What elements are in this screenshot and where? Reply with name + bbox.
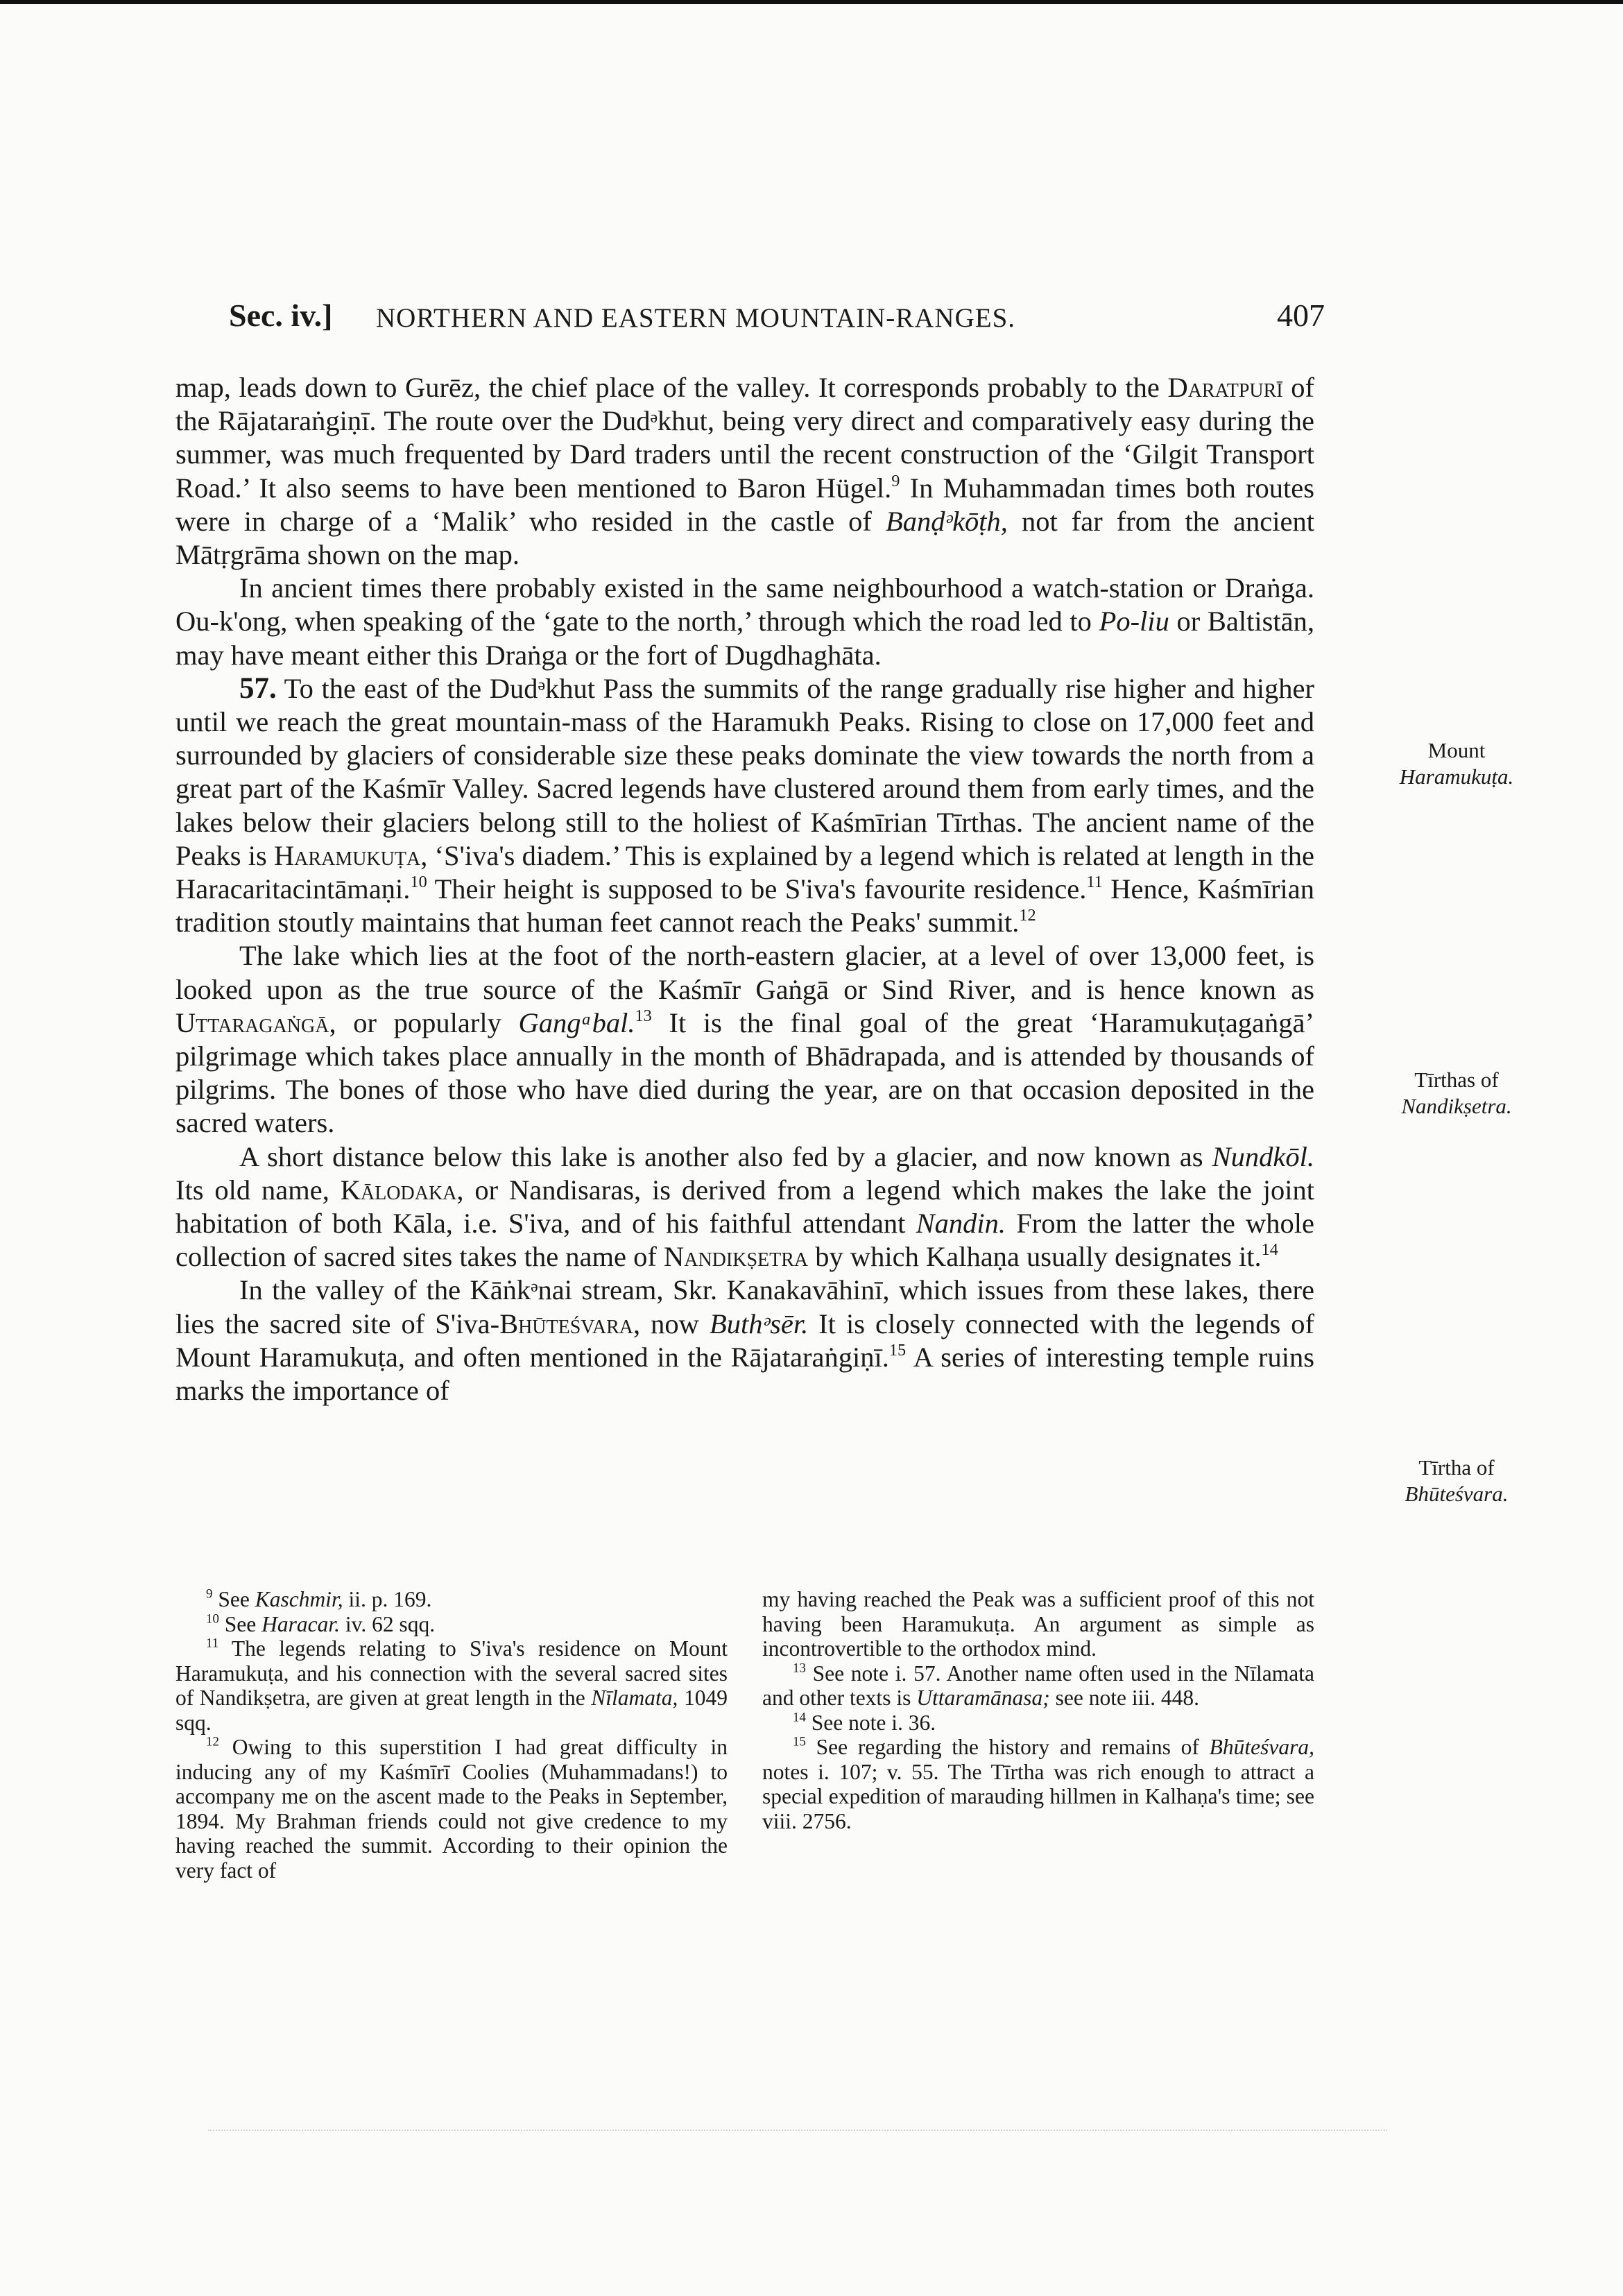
- main-text: [175, 371, 1314, 1407]
- top-border-rule: [0, 0, 1623, 4]
- footnote-14: $^{14}$ See note i. 36.: [793, 1710, 936, 1735]
- paragraph-1: map, leads down to Gurēz, the chief place of the valley. It corresponds probably to the Daratpurī of the Rājataraṅgiṇī. The route over the Dudᵊkhut, being very direct and comparatively easy during the summer, was much frequented by Dard traders until the recent construction of the ‘Gilgit Transport Road.’ It also seems to have been mentioned to Baron Hügel.$^9$ In Muhammadan times both routes were in charge of a ‘Malik’ who resided in the castle of Banḍᵊkōṭh, not far from the ancient Mātṛgrāma shown on the map.: [175, 372, 1315, 571]
- paragraph-5: A short distance below this lake is another also fed by a glacier, and now known as Nundkōl. Its old name, Kālodaka, or Nandisaras, is derived from a legend which makes the lake the joint habitation of both Kāla, i.e. S'iva, and of his faithful attendant Nandin. From the latter the whole collection of sacred sites takes the name of Nandikṣetra by which Kalhaṇa usually designates it.$^{14}$: [175, 1140, 1315, 1273]
- footnote-ref: 12: [1019, 906, 1036, 925]
- paragraph-2: In ancient times there probably existed in the same neighbourhood a watch-station or Draṅga. Ou-k'ong, when speaking of the ‘gate to the north,’ through which the road led to Po-liu or Baltistān, may have meant either this Draṅga or the fort of Dugdhaghāta.: [175, 572, 1314, 671]
- margin-note-bhutesvara: Tīrtha of Bhūteśvara.: [1405, 1455, 1509, 1506]
- paragraph-6: In the valley of the Kāṅkᵊnai stream, Skr. Kanakavāhinī, which issues from these lakes, there lies the sacred site of S'iva-Bhūteśvara, now Buthᵊsēr. It is closely connected with the legends of Mount Haramukuṭa, and often mentioned in the Rājataraṅgiṇī.$^{15}$ A series of interesting temple ruins marks the importance of: [175, 1274, 1315, 1407]
- footnote-ref: 14: [1261, 1240, 1278, 1260]
- footnote-12: $^{12}$ Owing to this superstition I had great difficulty in inducing any of my Kaśmīrī Coolies (Muhammadans!) to accompany me on the ascent made to the Peaks in September, 1894. My Brahman friends could not give credence to my having reached the summit. According to their opinion the very fact of: [175, 1734, 728, 1883]
- margin-note-haramukuta: Mount Haramukuṭa.: [1399, 738, 1514, 789]
- footnote-ref: 11: [1086, 873, 1103, 892]
- footnote-12-continued: my having reached the Peak was a sufficient proof of this not having been Haramukuṭa. An argument as simple as incontrovertible to the orthodox mind.: [762, 1587, 1314, 1661]
- footnote-11: $^{11}$ The legends relating to S'iva's residence on Mount Haramukuṭa, and his connection with the several sacred sites of Nandikṣetra, are given at great length in the Nīlamata, 1049 sqq.: [175, 1636, 728, 1735]
- page-edge-dots: [208, 2130, 1387, 2131]
- footnote-15: $^{15}$ See regarding the history and remains of Bhūteśvara, notes i. 107; v. 55. The Tīrtha was rich enough to attract a special expedition of marauding hillmen in Kalhaṇa's time; see viii. 2756.: [762, 1734, 1314, 1833]
- footnote-ref: 13: [635, 1006, 652, 1026]
- footnote-ref: 10: [410, 873, 427, 892]
- footnote-10: $^{10}$ See Haracar. iv. 62 sqq.: [206, 1611, 436, 1636]
- footnote-ref: 9: [891, 471, 900, 490]
- margin-note-nandiksetra: Tīrthas of Nandikṣetra.: [1401, 1068, 1512, 1118]
- running-header: [229, 293, 1325, 341]
- running-title: NORTHERN AND EASTERN MOUNTAIN-RANGES.: [376, 303, 1016, 333]
- section-label: Sec. iv.]: [229, 298, 333, 333]
- footnote-13: $^{13}$ See note i. 57. Another name often used in the Nīlamata and other texts is Uttaramānasa; see note iii. 448.: [762, 1661, 1314, 1710]
- footnote-ref: 15: [888, 1341, 907, 1360]
- paragraph-4: The lake which lies at the foot of the north-eastern glacier, at a level of over 13,000 feet, is looked upon as the true source of the Kaśmīr Gaṅgā or Sind River, and is hence known as Uttaragaṅgā, or popularly Gangᵃbal.$^{13}$ It is the final goal of the great ‘Haramukuṭagaṅgā’ pilgrimage which takes place annually in the month of Bhādrapada, and is attended by thousands of pilgrims. The bones of those who have died during the year, are on that occasion deposited in the sacred waters.: [175, 940, 1314, 1139]
- section-number: 57.: [239, 671, 277, 705]
- page-number: 407: [1277, 298, 1325, 333]
- footnote-column-left: [175, 1587, 728, 1883]
- paragraph-3: 57. To the east of the Dudᵊkhut Pass the summits of the range gradually rise higher and higher until we reach the great mountain-mass of the Haramukh Peaks. Rising to close on 17,000 feet and surrounded by glaciers of considerable size these peaks dominate the view towards the north from a great part of the Kaśmīr Valley. Sacred legends have clustered around them from early times, and the lakes below their glaciers belong still to the holiest of Kaśmīrian Tīrthas. The ancient name of the Peaks is Haramukuṭa, ‘S'iva's diadem.’ This is explained by a legend which is related at length in the Haracaritacintāmaṇi.$^{10}$ Their height is supposed to be S'iva's favourite residence.$^{11}$ Hence, Kaśmīrian tradition stoutly maintains that human feet cannot reach the Peaks' summit.$^{12}$: [175, 671, 1314, 939]
- footnote-column-right: [762, 1587, 1314, 1833]
- footnote-9: $^9$ See Kaschmir, ii. p. 169.: [206, 1586, 432, 1611]
